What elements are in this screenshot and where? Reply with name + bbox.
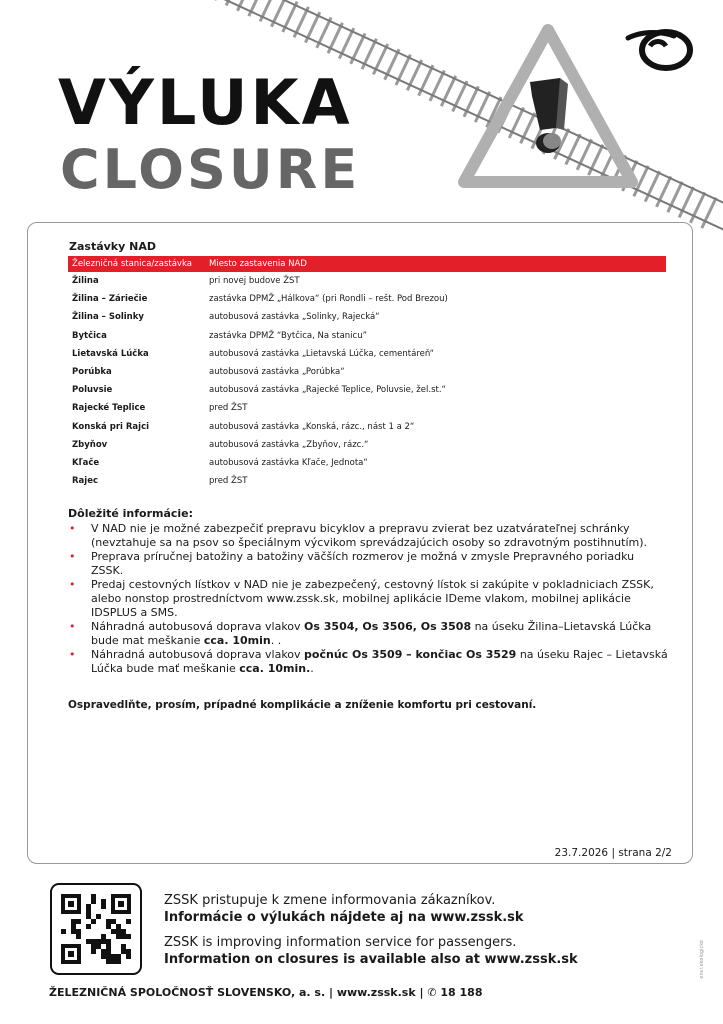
stop-location: autobusová zastávka „Lietavská Lúčka, cementáreň“ <box>209 348 435 359</box>
list-item: • V NAD nie je možné zabezpečiť prepravu bicyklov a prepravu zvierat bez uzatvárateľnej schránky (nevztahuje sa na psov so špeciálnym výcvikom sprevádzajúcich osoby so zdravotným postihnutím). <box>91 522 668 550</box>
stop-name: Kľače <box>72 457 100 468</box>
list-item: • Predaj cestovných lístkov v NAD nie je zabezpečený, cestovný lístok si zakúpite v pokladniciach ZSSK, alebo nonstop prostredníctvom www.zssk.sk, mobilnej aplikácie IDeme vlakom, mobilnej aplikácie IDSPLUS a SMS. <box>91 578 668 620</box>
stop-location: autobusová zastávka Kľače, Jednota“ <box>209 457 368 468</box>
info-text: na úseku Žilina–Lietavská Lúčka bude mat meškanie <box>91 620 652 647</box>
notice-sk-link-line: Informácie o výlukách nájdete aj na www.zssk.sk <box>164 910 524 925</box>
stop-name: Rajec <box>72 476 98 487</box>
content-card <box>27 222 693 864</box>
table-row <box>68 363 666 381</box>
important-info <box>68 507 668 676</box>
info-text: . <box>310 662 314 675</box>
stop-name: Rajecké Teplice <box>72 403 146 414</box>
stop-name: Zbyňov <box>72 439 108 450</box>
notice-en-link-line: Information on closures is available also at www.zssk.sk <box>164 952 578 967</box>
stop-location: zastávka DPMŽ “Bytčica, Na stanicu” <box>209 330 367 341</box>
info-list <box>68 522 668 676</box>
info-text: . . <box>270 634 282 647</box>
stop-name: Lietavská Lúčka <box>72 348 149 359</box>
stop-name: Žilina – Solinky <box>72 312 144 323</box>
page-title: VÝLUKA <box>58 66 353 139</box>
stop-location: autobusová zastávka „Rajecké Teplice, Poluvsie, žel.st.“ <box>209 385 446 396</box>
table-row <box>68 436 666 454</box>
list-item <box>91 620 668 648</box>
table-row <box>68 327 666 345</box>
stop-location: zastávka DPMŽ „Hálkova“ (pri Rondli – rešt. Pod Brezou) <box>209 294 448 305</box>
table-row <box>68 399 666 417</box>
stop-location: pred ŽST <box>209 476 248 487</box>
column-header: Železničná stanica/zastávka <box>68 256 205 272</box>
stop-location: pri novej budove ŽST <box>209 276 300 287</box>
side-note: envi.ekologické <box>699 940 705 979</box>
info-text: na úseku Rajec – Lietavská Lúčka bude mať meškanie <box>91 648 668 675</box>
table-row <box>68 418 666 436</box>
table-row <box>68 472 666 490</box>
info-title: Dôležité informácie: <box>68 507 194 520</box>
qr-code-icon <box>50 883 142 975</box>
table-header-row <box>68 256 666 272</box>
page-subtitle: CLOSURE <box>60 138 361 201</box>
notice-sk-line: ZSSK pristupuje k zmene informovania zákazníkov. <box>164 893 496 908</box>
stop-name: Porúbka <box>72 367 112 378</box>
delay-value: cca. 10min <box>203 634 271 647</box>
stop-location: autobusová zastávka „Solinky, Rajecká“ <box>209 312 380 323</box>
table-row <box>68 381 666 399</box>
stop-location: autobusová zastávka „Porúbka“ <box>209 367 345 378</box>
table-row <box>68 308 666 326</box>
table-row <box>68 454 666 472</box>
info-text: Náhradná autobusová doprava vlakov <box>91 648 305 661</box>
footer-company: ŽELEZNIČNÁ SPOLOČNOSŤ SLOVENSKO, a. s. | www.zssk.sk | ✆ 18 188 <box>49 986 483 999</box>
info-text: Náhradná autobusová doprava vlakov <box>91 620 305 633</box>
stop-name: Poluvsie <box>72 385 113 396</box>
list-item: • Preprava príručnej batožiny a batožiny väčších rozmerov je možná v zmysle Prepravného poriadku ZSSK. <box>91 550 668 578</box>
list-item <box>91 648 668 676</box>
stops-section-title: Zastávky NAD <box>69 240 156 253</box>
train-numbers: počnúc Os 3509 – končiac Os 3529 <box>304 648 517 661</box>
notice-en-line: ZSSK is improving information service for passengers. <box>164 935 517 950</box>
stop-name: Bytčica <box>72 330 107 341</box>
train-numbers: Os 3504, Os 3506, Os 3508 <box>304 620 472 633</box>
apology-text: Ospravedlňte, prosím, prípadné komplikácie a zníženie komfortu pri cestovaní. <box>68 699 537 711</box>
stop-name: Žilina <box>72 276 99 287</box>
table-row <box>68 272 666 290</box>
table-row <box>68 345 666 363</box>
stop-name: Žilina – Záriečie <box>72 294 148 305</box>
column-header: Miesto zastavenia NAD <box>205 256 666 272</box>
zssk-logo-icon <box>624 24 694 72</box>
table-row <box>68 290 666 308</box>
stops-table <box>68 256 666 490</box>
stop-location: autobusová zastávka „Konská, rázc., nást 1 a 2“ <box>209 421 415 432</box>
warning-triangle-icon <box>464 30 632 182</box>
stop-name: Konská pri Rajci <box>72 421 150 432</box>
notice-block <box>164 892 578 968</box>
delay-value: cca. 10min. <box>239 662 311 675</box>
date-page-info: 23.7.2026 | strana 2/2 <box>554 847 672 859</box>
stop-location: autobusová zastávka „Zbyňov, rázc.“ <box>209 439 369 450</box>
stop-location: pred ŽST <box>209 403 248 414</box>
